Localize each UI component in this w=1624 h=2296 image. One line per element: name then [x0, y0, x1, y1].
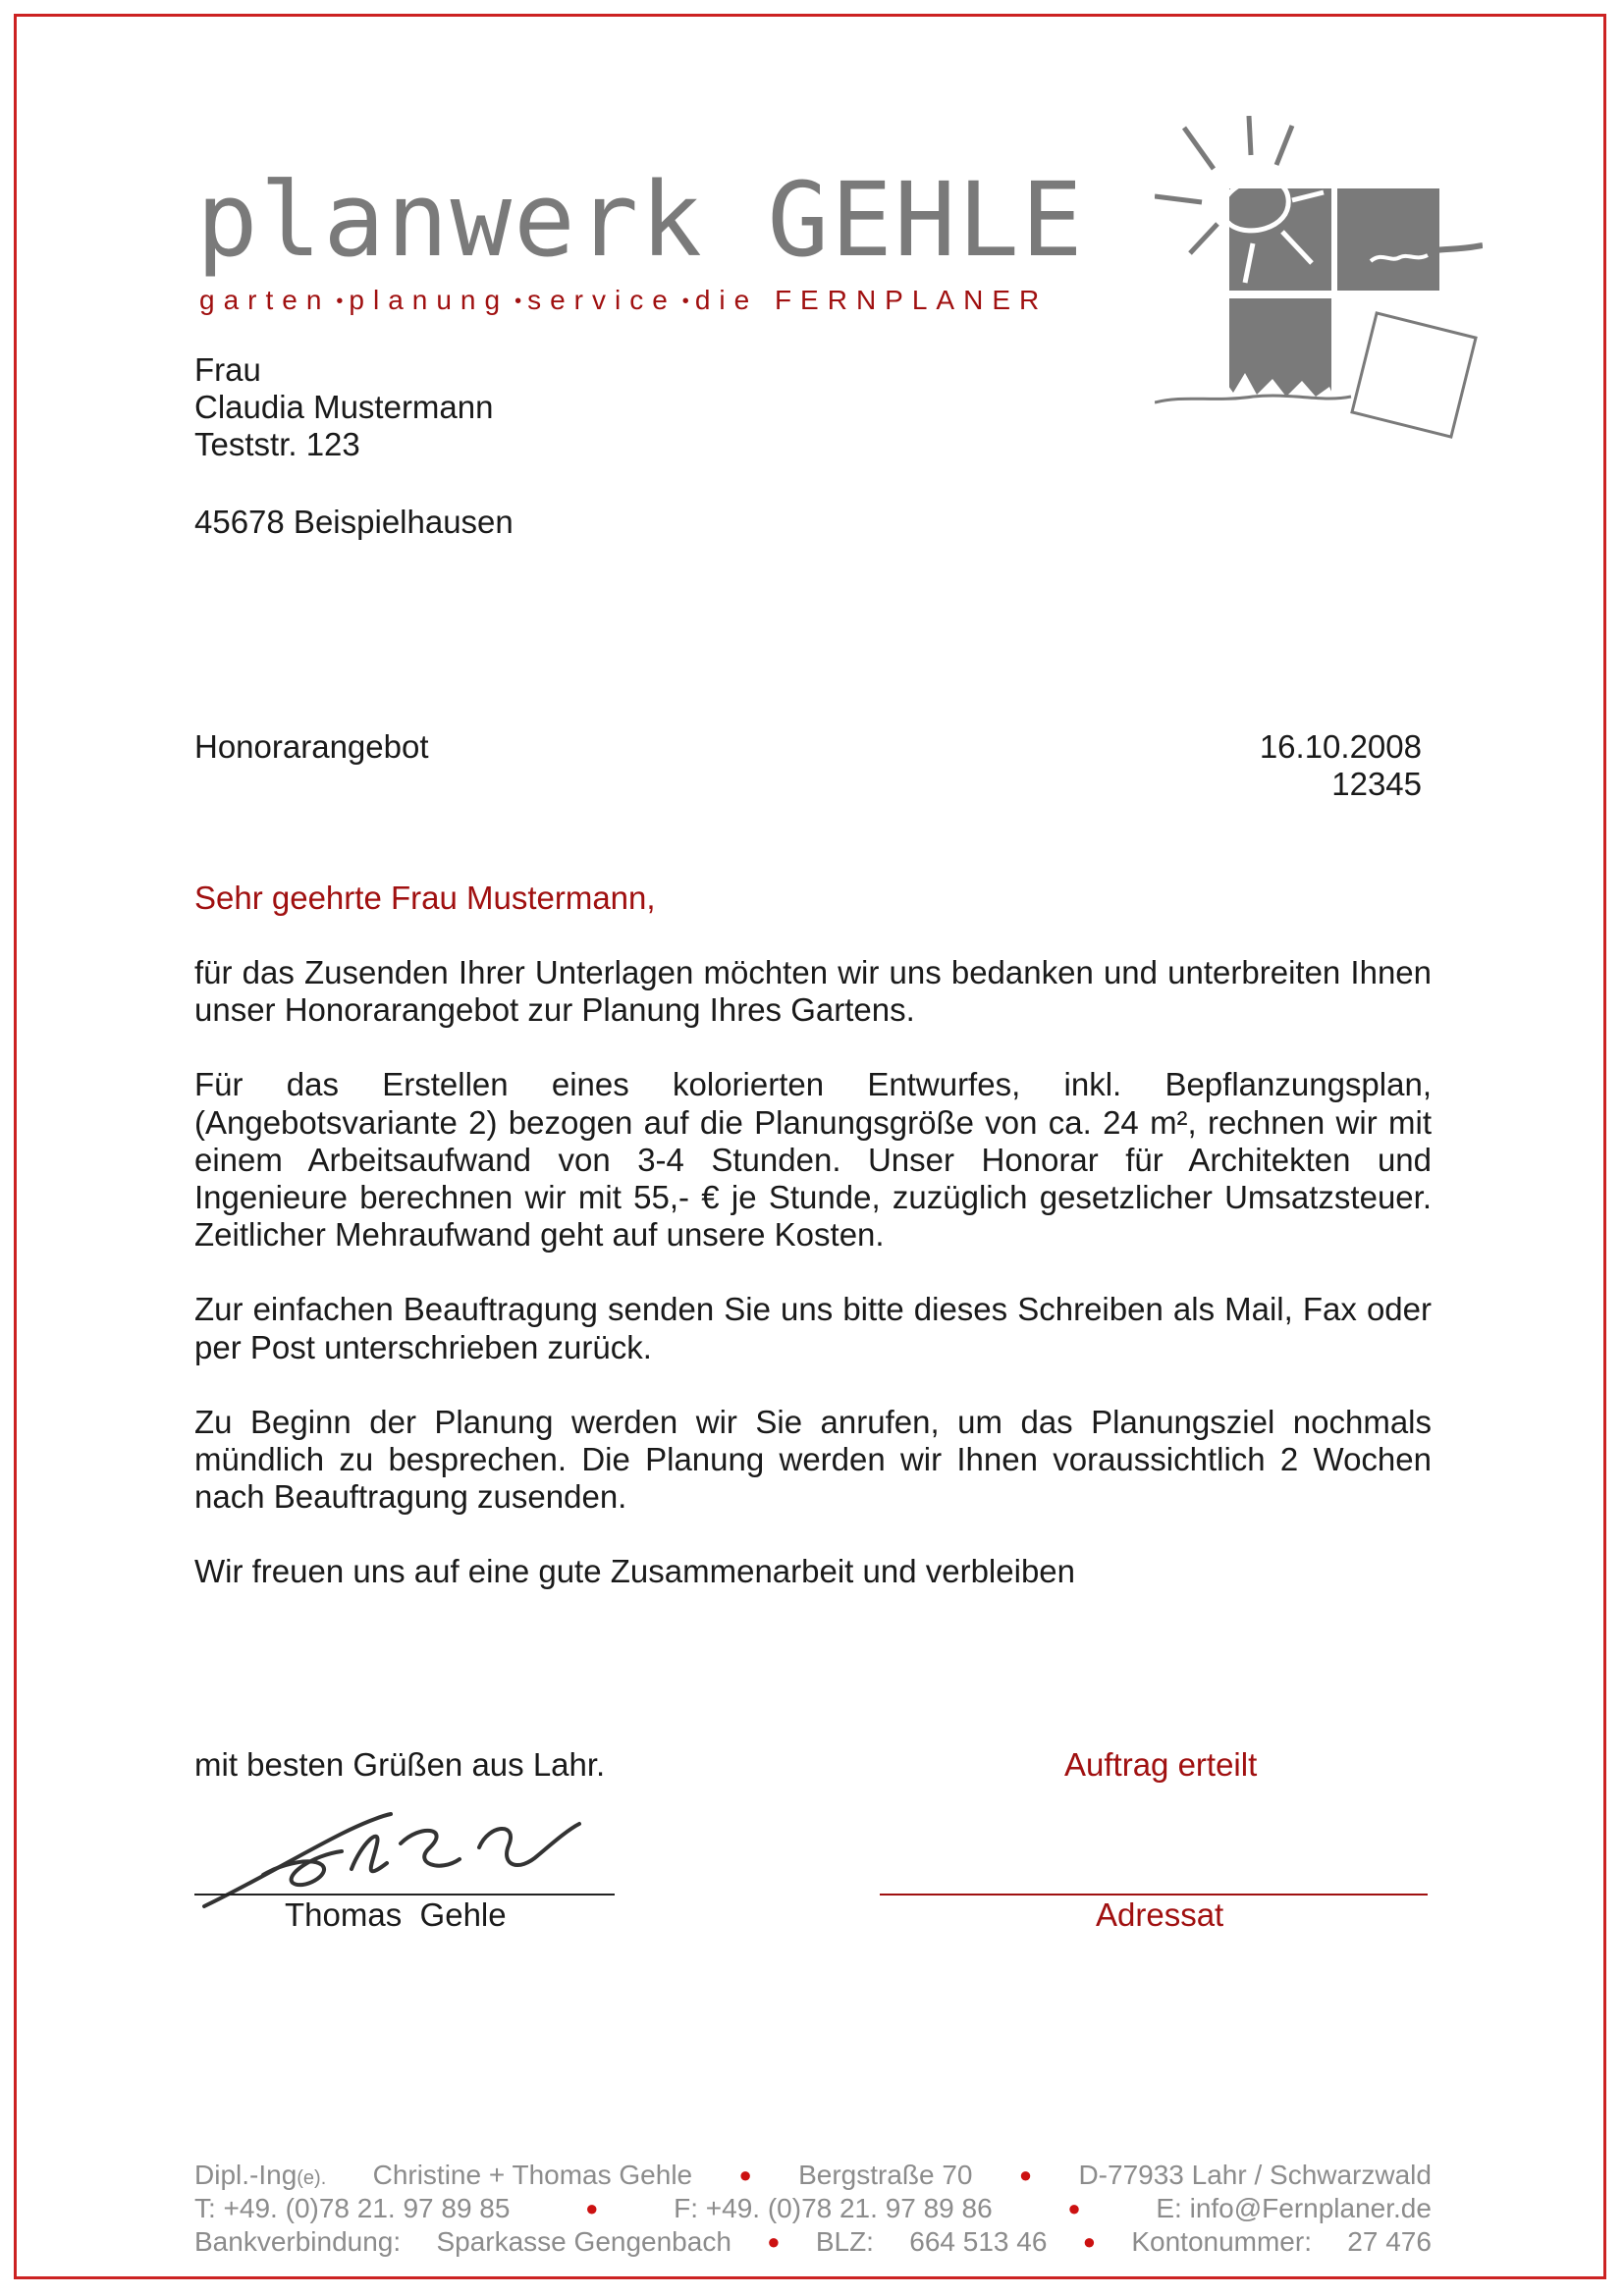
body-paragraph: Für das Erstellen eines kolorierten Entwurfes, inkl. Bepflanzungsplan, (Angebotsvariante 2) bezogen auf die Planungsgröße von ca. 24 m², rechnen wir mit einem Arbeitsaufwand von 3-4 Stunden. Unser Honorar für Architekten und Ingenieure berechnen wir mit 55,- € je Stunde, zuzüglich gesetzlicher Umsatzsteuer. Zeitlicher Mehraufwand geht auf unsere Kosten. [194, 1066, 1432, 1254]
body-paragraph: Wir freuen uns auf eine gute Zusammenarbeit und verbleiben [194, 1553, 1076, 1590]
bullet-icon: ● [738, 2163, 752, 2187]
footer-city: D-77933 Lahr / Schwarzwald [1078, 2160, 1432, 2190]
footer-street: Bergstraße 70 [798, 2160, 973, 2190]
signature-line-recipient [880, 1894, 1428, 1896]
recipient-address [194, 351, 493, 463]
recipient-street: Teststr. 123 [194, 426, 360, 462]
footer-email: E: info@Fernplaner.de [1156, 2193, 1432, 2223]
footer-line-1 [194, 2159, 1432, 2195]
footer-blz-label: BLZ: [815, 2226, 874, 2257]
tagline-item: die FERNPLANER [694, 285, 1049, 315]
letter-reference: 12345 [1331, 766, 1422, 802]
signature-line-sender [194, 1894, 615, 1896]
footer-blz: 664 513 46 [909, 2226, 1048, 2257]
bullet-icon: • [681, 291, 689, 313]
bullet-icon: ● [1067, 2196, 1081, 2220]
footer-title [194, 2159, 326, 2195]
bullet-icon: • [514, 291, 522, 313]
footer-line-3 [194, 2225, 1432, 2259]
recipient-salutation: Frau [194, 351, 261, 388]
greeting: Sehr geehrte Frau Mustermann, [194, 880, 656, 916]
bullet-icon: ● [1082, 2229, 1097, 2254]
footer-phone: T: +49. (0)78 21. 97 89 85 [194, 2193, 511, 2223]
letter-date: 16.10.2008 [1259, 728, 1422, 765]
footer-fax: F: +49. (0)78 21. 97 89 86 [674, 2193, 993, 2223]
bullet-icon: • [336, 291, 344, 313]
tagline-item: planung [349, 285, 510, 315]
bullet-icon: ● [1018, 2163, 1033, 2187]
body-paragraph: für das Zusenden Ihrer Unterlagen möchten wir uns bedanken und unterbreiten Ihnen unser Honorarangebot zur Planung Ihres Gartens. [194, 954, 1432, 1029]
footer-title-prefix: Dipl.-Ing [194, 2160, 298, 2190]
order-label: Auftrag erteilt [1064, 1746, 1258, 1783]
bullet-icon: ● [767, 2229, 781, 2254]
letter-meta [1260, 728, 1422, 803]
tagline-item: service [527, 285, 677, 315]
footer-title-suffix: (e). [297, 2167, 327, 2189]
letter-body [194, 954, 1432, 1629]
footer-names: Christine + Thomas Gehle [372, 2160, 693, 2190]
footer-account-label: Kontonummer: [1131, 2226, 1312, 2257]
signer-name: Thomas Gehle [285, 1896, 507, 1933]
footer-line-2 [194, 2192, 1432, 2225]
footer-bank: Sparkasse Gengenbach [436, 2226, 731, 2257]
brand-tagline [199, 285, 1048, 316]
footer-account: 27 476 [1347, 2226, 1432, 2257]
recipient-sign-label: Adressat [1096, 1896, 1224, 1933]
closing: mit besten Grüßen aus Lahr. [194, 1746, 606, 1783]
letter-subject: Honorarangebot [194, 728, 429, 765]
company-logo [1155, 116, 1483, 440]
brand-name: planwerk GEHLE [196, 160, 1085, 280]
recipient-name: Claudia Mustermann [194, 389, 494, 425]
body-paragraph: Zu Beginn der Planung werden wir Sie anrufen, um das Planungsziel nochmals mündlich zu besprechen. Die Planung werden wir Ihnen voraussichtlich 2 Wochen nach Beauftragung zusenden. [194, 1403, 1432, 1516]
recipient-city: 45678 Beispielhausen [194, 504, 514, 540]
tagline-item: garten [199, 285, 331, 315]
bullet-icon: ● [585, 2196, 599, 2220]
body-paragraph: Zur einfachen Beauftragung senden Sie uns bitte dieses Schreiben als Mail, Fax oder per Post unterschrieben zurück. [194, 1291, 1432, 1365]
footer-bank-label: Bankverbindung: [194, 2226, 402, 2257]
